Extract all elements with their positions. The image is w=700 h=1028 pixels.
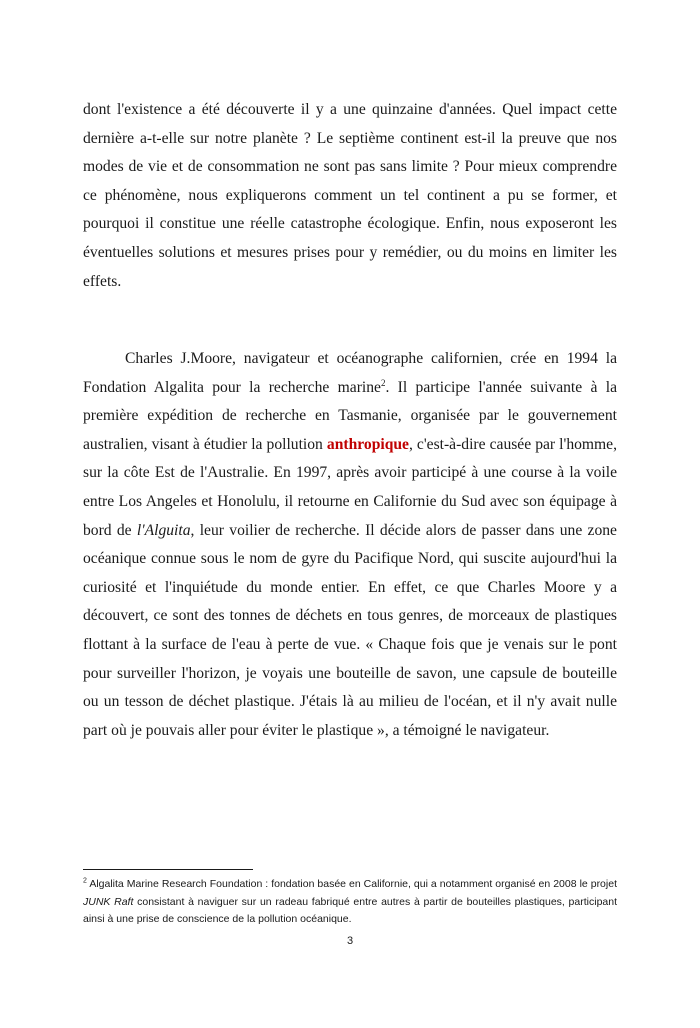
footnote-number: 2 — [83, 877, 87, 885]
footnote-reference[interactable]: 2 — [380, 377, 386, 388]
footnote-project-name: JUNK Raft — [83, 895, 134, 908]
paragraph-text-part4: , leur voilier de recherche. Il décide alors de passer dans une zone océanique connue sous le nom de gyre du Pacifique Nord, qui suscite aujourd'hui la curiosité et l'inquiétude du monde entier. En effet, ce que Charles Moore y a découvert, ce sont des tonnes de déchets en tous genres, de morceaux de plastiques flottant à la surface de l'eau à perte de vue. « Chaque fois que je venais sur le pont pour surveiller l'horizon, je voyais une bouteille de savon, une capsule de bouteille ou un tesson de déchet plastique. J'étais là au milieu de l'océan, et il n'y avait nulle part où je pouvais aller pour éviter le plastique », a témoigné le navigateur. — [83, 521, 617, 739]
highlighted-term: anthropique — [326, 435, 409, 453]
paragraph-intro — [83, 96, 617, 296]
paragraph-intro-text: dont l'existence a été découverte il y a une quinzaine d'années. Quel impact cette dernière a-t-elle sur notre planète ? Le septième continent est-il la preuve que nos modes de vie et de consommation ne sont pas sans limite ? Pour mieux comprendre ce phénomène, nous expliquerons comment un tel continent a pu se former, et pourquoi il constitue une réelle catastrophe écologique. Enfin, nous exposeront les éventuelles solutions et mesures prises pour y remédier, ou du moins en limiter les effets. — [83, 101, 617, 290]
paragraph-text-part3: , c'est-à-dire causée par l'homme, sur la côte Est de l'Australie. En 1997, après avoir participé à une course à la voile entre Los Angeles et Honolulu, il retourne en Californie du Sud avec son équipage à bord de — [83, 435, 617, 539]
paragraph-text-part1: Charles J.Moore, navigateur et océanographe californien, crée en 1994 la Fondation Algalita pour la recherche marine — [83, 350, 617, 396]
footnote-text-part1: Algalita Marine Research Foundation : fondation basée en Californie, qui a notamment organisé en 2008 le projet — [86, 878, 617, 890]
footnote — [83, 876, 617, 929]
boat-name: l'Alguita — [136, 521, 191, 539]
paragraph-text-part2: . Il participe l'année suivante à la première expédition de recherche en Tasmanie, organisée par le gouvernement australien, visant à étudier la pollution — [83, 378, 617, 453]
footnote-separator — [83, 869, 253, 870]
page-number: 3 — [346, 935, 354, 947]
footnote-text-part2: consistant à naviguer sur un radeau fabriqué entre autres à partir de bouteilles plastiques, participant ainsi à une prise de conscience de la pollution océanique. — [83, 895, 618, 926]
paragraph-charles-moore — [83, 345, 617, 745]
